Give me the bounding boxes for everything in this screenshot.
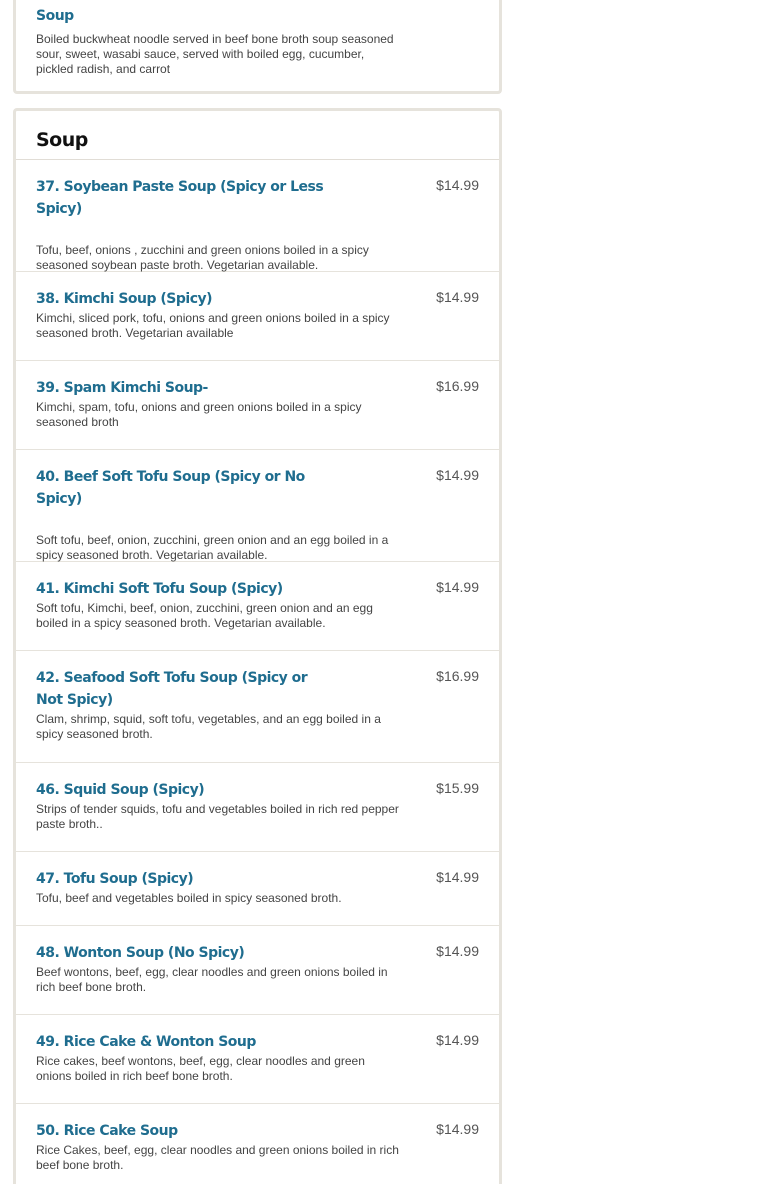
menu-item-price: $14.99 [436,467,479,483]
menu-item-price: $14.99 [436,1121,479,1137]
menu-item[interactable] [16,5,499,77]
menu-item-name[interactable]: 47. Tofu Soup (Spicy) [36,871,194,887]
menu-item-name[interactable]: 50. Rice Cake Soup [36,1123,178,1139]
menu-item-name[interactable]: 37. Soybean Paste Soup (Spicy or Less Spicy) [36,179,324,217]
menu-item[interactable] [16,562,499,651]
menu-item[interactable] [16,361,499,450]
menu-item[interactable] [16,852,499,926]
menu-item-description: Soft tofu, Kimchi, beef, onion, zucchini, green onion and an egg boiled in a spicy seasoned broth. Vegetarian available. [36,601,373,630]
menu-item-price: $14.99 [436,1032,479,1048]
menu-item-name[interactable]: 48. Wonton Soup (No Spicy) [36,945,245,961]
menu-item-price: $14.99 [436,289,479,305]
menu-item-name[interactable]: Soup [36,8,74,24]
menu-item-price: $14.99 [436,943,479,959]
menu-item-description: Rice cakes, beef wontons, beef, egg, clear noodles and green onions boiled in rich beef bone broth. [36,1054,365,1083]
menu-item-description: Soft tofu, beef, onion, zucchini, green onion and an egg boiled in a spicy seasoned broth. Vegetarian available. [36,533,389,562]
menu-item-name[interactable]: 42. Seafood Soft Tofu Soup (Spicy or Not Spicy) [36,670,308,708]
menu-item-name[interactable]: 46. Squid Soup (Spicy) [36,782,205,798]
menu-item-name[interactable]: 49. Rice Cake & Wonton Soup [36,1034,256,1050]
menu-item-description: Boiled buckwheat noodle served in beef bone broth soup seasoned sour, sweet, wasabi sauce, served with boiled egg, cucumber, pickled radish, and carrot [36,32,394,76]
previous-section-card [13,0,502,94]
section-title: Soup [36,129,88,151]
menu-item-description: Clam, shrimp, squid, soft tofu, vegetables, and an egg boiled in a spicy seasoned broth. [36,712,381,741]
menu-item[interactable] [16,450,499,562]
menu-item-name[interactable]: 41. Kimchi Soft Tofu Soup (Spicy) [36,581,283,597]
menu-item-description: Kimchi, sliced pork, tofu, onions and green onions boiled in a spicy seasoned broth. Vegetarian available [36,311,390,340]
menu-item[interactable] [16,926,499,1015]
menu-item[interactable] [16,651,499,763]
menu-item[interactable] [16,272,499,361]
menu-item[interactable] [16,763,499,852]
menu-item-description: Strips of tender squids, tofu and vegetables boiled in rich red pepper paste broth.. [36,802,399,831]
menu-item-price: $14.99 [436,579,479,595]
menu-item-price: $15.99 [436,780,479,796]
menu-item-price: $14.99 [436,869,479,885]
menu-item-price: $14.99 [436,177,479,193]
menu-item-description: Beef wontons, beef, egg, clear noodles and green onions boiled in rich beef bone broth. [36,965,388,994]
soup-section-card [13,108,502,1184]
menu-item-name[interactable]: 39. Spam Kimchi Soup- [36,380,208,396]
menu-item-name[interactable]: 40. Beef Soft Tofu Soup (Spicy or No Spicy) [36,469,305,507]
menu-item-description: Tofu, beef, onions , zucchini and green onions boiled in a spicy seasoned soybean paste broth. Vegetarian available. [36,243,369,272]
menu-item[interactable] [16,160,499,272]
menu-item-name[interactable]: 38. Kimchi Soup (Spicy) [36,291,213,307]
menu-item[interactable] [16,1015,499,1104]
section-header [16,111,499,160]
menu-item-description: Tofu, beef and vegetables boiled in spicy seasoned broth. [36,891,342,905]
menu-item-price: $16.99 [436,378,479,394]
menu-item-description: Rice Cakes, beef, egg, clear noodles and green onions boiled in rich beef bone broth. [36,1143,399,1172]
menu-item-price: $16.99 [436,668,479,684]
menu-item[interactable] [16,1104,499,1184]
menu-item-description: Kimchi, spam, tofu, onions and green onions boiled in a spicy seasoned broth [36,400,362,429]
